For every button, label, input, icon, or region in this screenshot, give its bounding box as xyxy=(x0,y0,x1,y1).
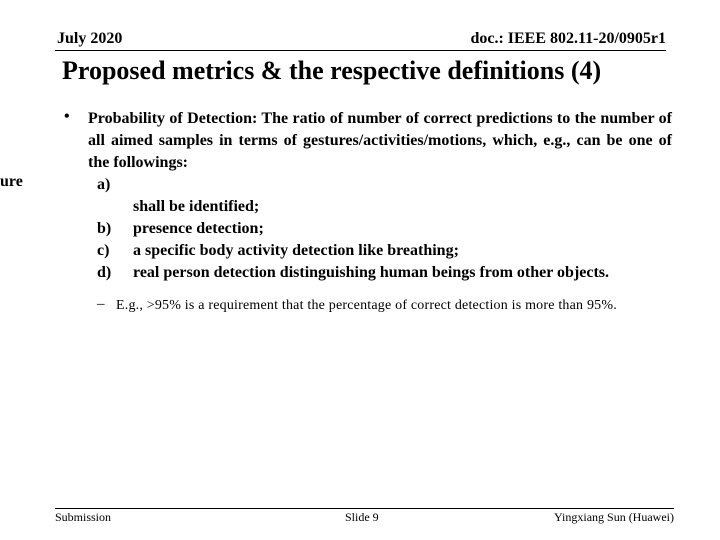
clipped-text-fragment: ure xyxy=(0,173,23,190)
list-item-letter: b) xyxy=(97,220,112,237)
bullet-icon: • xyxy=(64,108,70,125)
footer-submission: Submission xyxy=(55,510,112,524)
list-item-text: shall be identified; xyxy=(133,198,260,215)
list-item-letter: c) xyxy=(97,242,110,259)
sub-bullet-text: E.g., >95% is a requirement that the percentage of correct detection is more than 95%. xyxy=(116,298,617,313)
sub-bullet-dash-icon: – xyxy=(97,296,105,312)
list-item-text: real person detection distinguishing human beings from other objects. xyxy=(133,264,610,281)
list-item-text: presence detection; xyxy=(133,220,264,237)
header-divider xyxy=(55,50,666,51)
header-date: July 2020 xyxy=(57,30,123,47)
footer-divider xyxy=(55,508,674,509)
slide-title: Proposed metrics & the respective definitions (4) xyxy=(62,56,602,85)
footer-slide-number: Slide 9 xyxy=(345,510,379,524)
list-item-letter: a) xyxy=(97,176,111,193)
detection-definition-paragraph: Probability of Detection: The ratio of number of correct predictions to the number of all aimed samples in terms of gestures/activities/motions, which, e.g., can be one of the followings: xyxy=(88,110,672,171)
footer-author: Yingxiang Sun (Huawei) xyxy=(554,510,674,524)
list-item-text: a specific body activity detection like breathing; xyxy=(133,242,459,259)
header-doc-id: doc.: IEEE 802.11-20/0905r1 xyxy=(470,30,666,47)
list-item-letter: d) xyxy=(97,264,112,281)
